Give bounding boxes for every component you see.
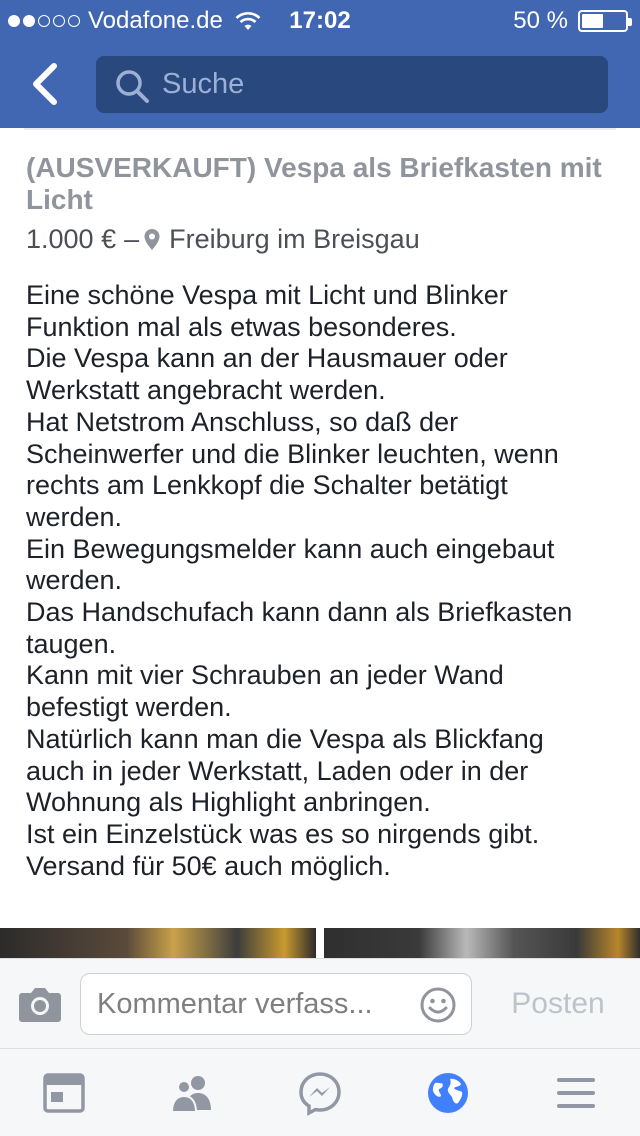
listing-detail	[0, 128, 640, 958]
divider	[24, 128, 616, 130]
tab-news-feed[interactable]	[0, 1049, 128, 1136]
camera-icon[interactable]	[18, 985, 62, 1023]
listing-photo[interactable]	[324, 928, 640, 958]
tab-bar	[0, 1048, 640, 1136]
status-bar	[0, 0, 640, 40]
tab-explore[interactable]	[384, 1049, 512, 1136]
tab-friends[interactable]	[128, 1049, 256, 1136]
menu-icon	[553, 1070, 599, 1116]
chevron-left-icon[interactable]	[26, 60, 66, 108]
navigation-bar	[0, 40, 640, 128]
clock: 17:02	[289, 7, 351, 34]
post-button[interactable]: Posten	[488, 973, 628, 1035]
battery-icon	[578, 10, 628, 32]
globe-icon	[425, 1070, 471, 1116]
battery-percent: 50 %	[513, 7, 568, 34]
location-pin-icon	[143, 228, 161, 252]
listing-meta	[26, 224, 420, 255]
tab-messenger[interactable]	[256, 1049, 384, 1136]
emoji-icon[interactable]	[419, 986, 457, 1024]
listing-title: (AUSVERKAUFT) Vespa als Briefkasten mit Licht	[26, 152, 602, 215]
carrier-name: Vodafone.de	[88, 7, 223, 34]
listing-photo[interactable]	[0, 928, 316, 958]
comment-field[interactable]	[80, 973, 472, 1035]
listing-description: Eine schöne Vespa mit Licht und Blinker Funktion mal als etwas besonderes. Die Vespa kann an der Hausmauer oder Werkstatt angebracht werden. Hat Netstrom Anschluss, so daß der Scheinwerfer und die Blinker leuchten, wenn rechts am Lenkkopf die Schalter betätigt werden. Ein Bewegungsmelder kann auch eingebaut werden. Das Handschufach kann dann als Briefkasten taugen. Kann mit vier Schrauben an jeder Wand befestigt werden. Natürlich kann man die Vespa als Blickfang auch in jeder Werkstatt, Laden oder in der Wohnung als Highlight anbringen. Ist ein Einzelstück was es so nirgends gibt. Versand für 50€ auch möglich.	[26, 280, 573, 881]
comment-bar	[0, 958, 640, 1048]
comment-input[interactable]	[97, 974, 407, 1034]
listing-price: 1.000 €	[26, 224, 117, 254]
meta-separator: –	[124, 224, 140, 254]
news-feed-icon	[41, 1070, 87, 1116]
search-bar[interactable]	[96, 56, 608, 113]
search-icon	[114, 68, 150, 104]
friends-icon	[169, 1070, 215, 1116]
search-input[interactable]	[162, 56, 582, 113]
messenger-icon	[297, 1070, 343, 1116]
tab-more[interactable]	[512, 1049, 640, 1136]
listing-location[interactable]: Freiburg im Breisgau	[169, 224, 420, 254]
